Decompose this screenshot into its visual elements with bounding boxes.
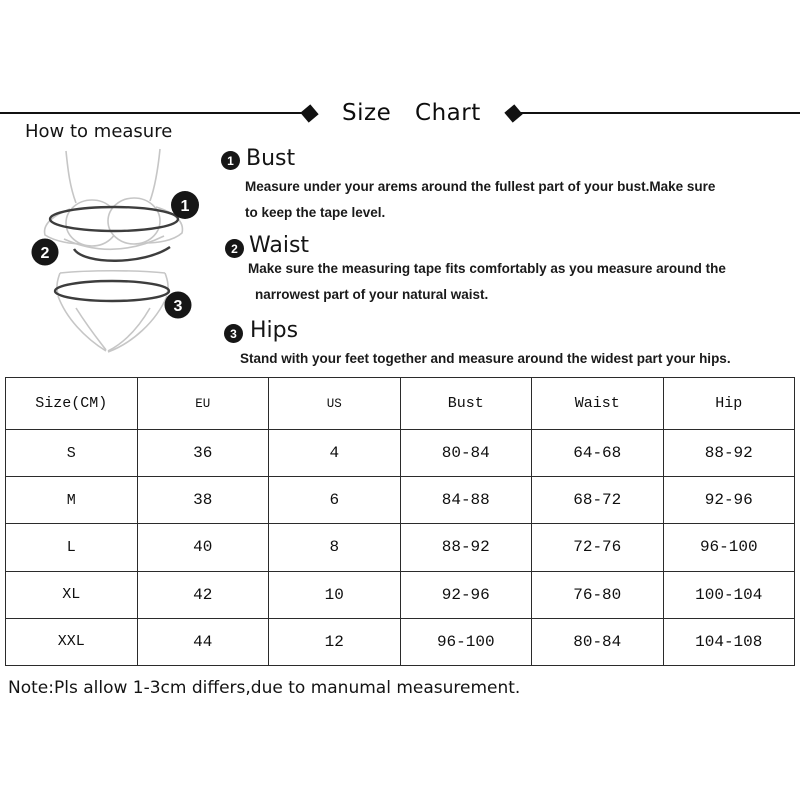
measurement-note: Note:Pls allow 1-3cm differs,due to manumal measurement. <box>8 678 521 698</box>
bra-strap-left <box>66 151 76 203</box>
title-rule-left <box>0 112 303 114</box>
table-row <box>6 430 795 477</box>
page-title: Size Chart <box>342 100 481 126</box>
cell-eu: 44 <box>137 618 269 665</box>
waist-description-line1: Make sure the measuring tape fits comfortably as you measure around the <box>248 261 726 276</box>
bottom-band-top <box>60 271 165 273</box>
col-header-size: Size(CM) <box>6 378 138 430</box>
col-header-waist: Waist <box>532 378 664 430</box>
cell-waist: 80-84 <box>532 618 664 665</box>
how-to-measure-heading: How to measure <box>25 121 173 142</box>
cell-hip: 96-100 <box>663 524 795 571</box>
table-row <box>6 524 795 571</box>
cell-bust: 80-84 <box>400 430 532 477</box>
bottom-leg-left <box>58 296 106 351</box>
svg-text:1: 1 <box>180 198 190 215</box>
waist-description-line2: narrowest part of your natural waist. <box>255 287 489 302</box>
cell-hip: 88-92 <box>663 430 795 477</box>
cell-bust: 84-88 <box>400 477 532 524</box>
hips-description-line1: Stand with your feet together and measure around the widest part your hips. <box>240 351 731 366</box>
cell-size: M <box>6 477 138 524</box>
figure-badge-1 <box>171 191 199 219</box>
cell-eu: 42 <box>137 571 269 618</box>
cell-hip: 100-104 <box>663 571 795 618</box>
svg-text:3: 3 <box>173 298 183 315</box>
bust-description-line1: Measure under your arems around the fullest part of your bust.Make sure <box>245 179 716 194</box>
bust-description-line2: to keep the tape level. <box>245 205 386 220</box>
cell-us: 6 <box>269 477 401 524</box>
waist-number-badge: 2 <box>225 239 244 258</box>
col-header-us: US <box>269 378 401 430</box>
cell-us: 12 <box>269 618 401 665</box>
cell-size: L <box>6 524 138 571</box>
cell-eu: 36 <box>137 430 269 477</box>
cell-bust: 96-100 <box>400 618 532 665</box>
cell-waist: 76-80 <box>532 571 664 618</box>
cell-size: S <box>6 430 138 477</box>
cell-size: XXL <box>6 618 138 665</box>
diamond-icon <box>504 104 522 122</box>
diamond-icon <box>300 104 318 122</box>
figure-badge-3 <box>165 292 192 319</box>
cell-hip: 104-108 <box>663 618 795 665</box>
col-header-eu: EU <box>137 378 269 430</box>
cell-us: 8 <box>269 524 401 571</box>
cell-bust: 92-96 <box>400 571 532 618</box>
title-rule-right <box>520 112 800 114</box>
col-header-bust: Bust <box>400 378 532 430</box>
bottom-inner-left <box>76 308 106 350</box>
bust-number-badge: 1 <box>221 151 240 170</box>
waist-heading: Waist <box>249 233 310 258</box>
bra-cup-right <box>108 198 160 244</box>
bottom-leg-right <box>108 296 167 352</box>
cell-eu: 38 <box>137 477 269 524</box>
cell-waist: 72-76 <box>532 524 664 571</box>
col-header-hip: Hip <box>663 378 795 430</box>
table-row <box>6 477 795 524</box>
cell-us: 10 <box>269 571 401 618</box>
hips-number-badge: 3 <box>224 324 243 343</box>
hips-heading: Hips <box>250 318 299 343</box>
hips-description <box>240 346 731 372</box>
waist-description <box>248 256 726 308</box>
cell-size: XL <box>6 571 138 618</box>
cell-waist: 68-72 <box>532 477 664 524</box>
bottom-side-right <box>165 273 168 294</box>
size-table <box>5 377 795 666</box>
table-header-row <box>6 378 795 430</box>
cell-waist: 64-68 <box>532 430 664 477</box>
table-row <box>6 571 795 618</box>
hip-tape <box>55 281 169 301</box>
svg-text:2: 2 <box>40 245 50 262</box>
table-row <box>6 618 795 665</box>
bust-description <box>245 174 715 226</box>
cell-eu: 40 <box>137 524 269 571</box>
cell-hip: 92-96 <box>663 477 795 524</box>
figure-badge-2 <box>32 239 59 266</box>
bottom-side-left <box>57 273 60 294</box>
bra-strap-right <box>150 149 160 201</box>
cell-bust: 88-92 <box>400 524 532 571</box>
measurement-figure <box>28 145 213 360</box>
cell-us: 4 <box>269 430 401 477</box>
bust-heading: Bust <box>246 146 296 171</box>
